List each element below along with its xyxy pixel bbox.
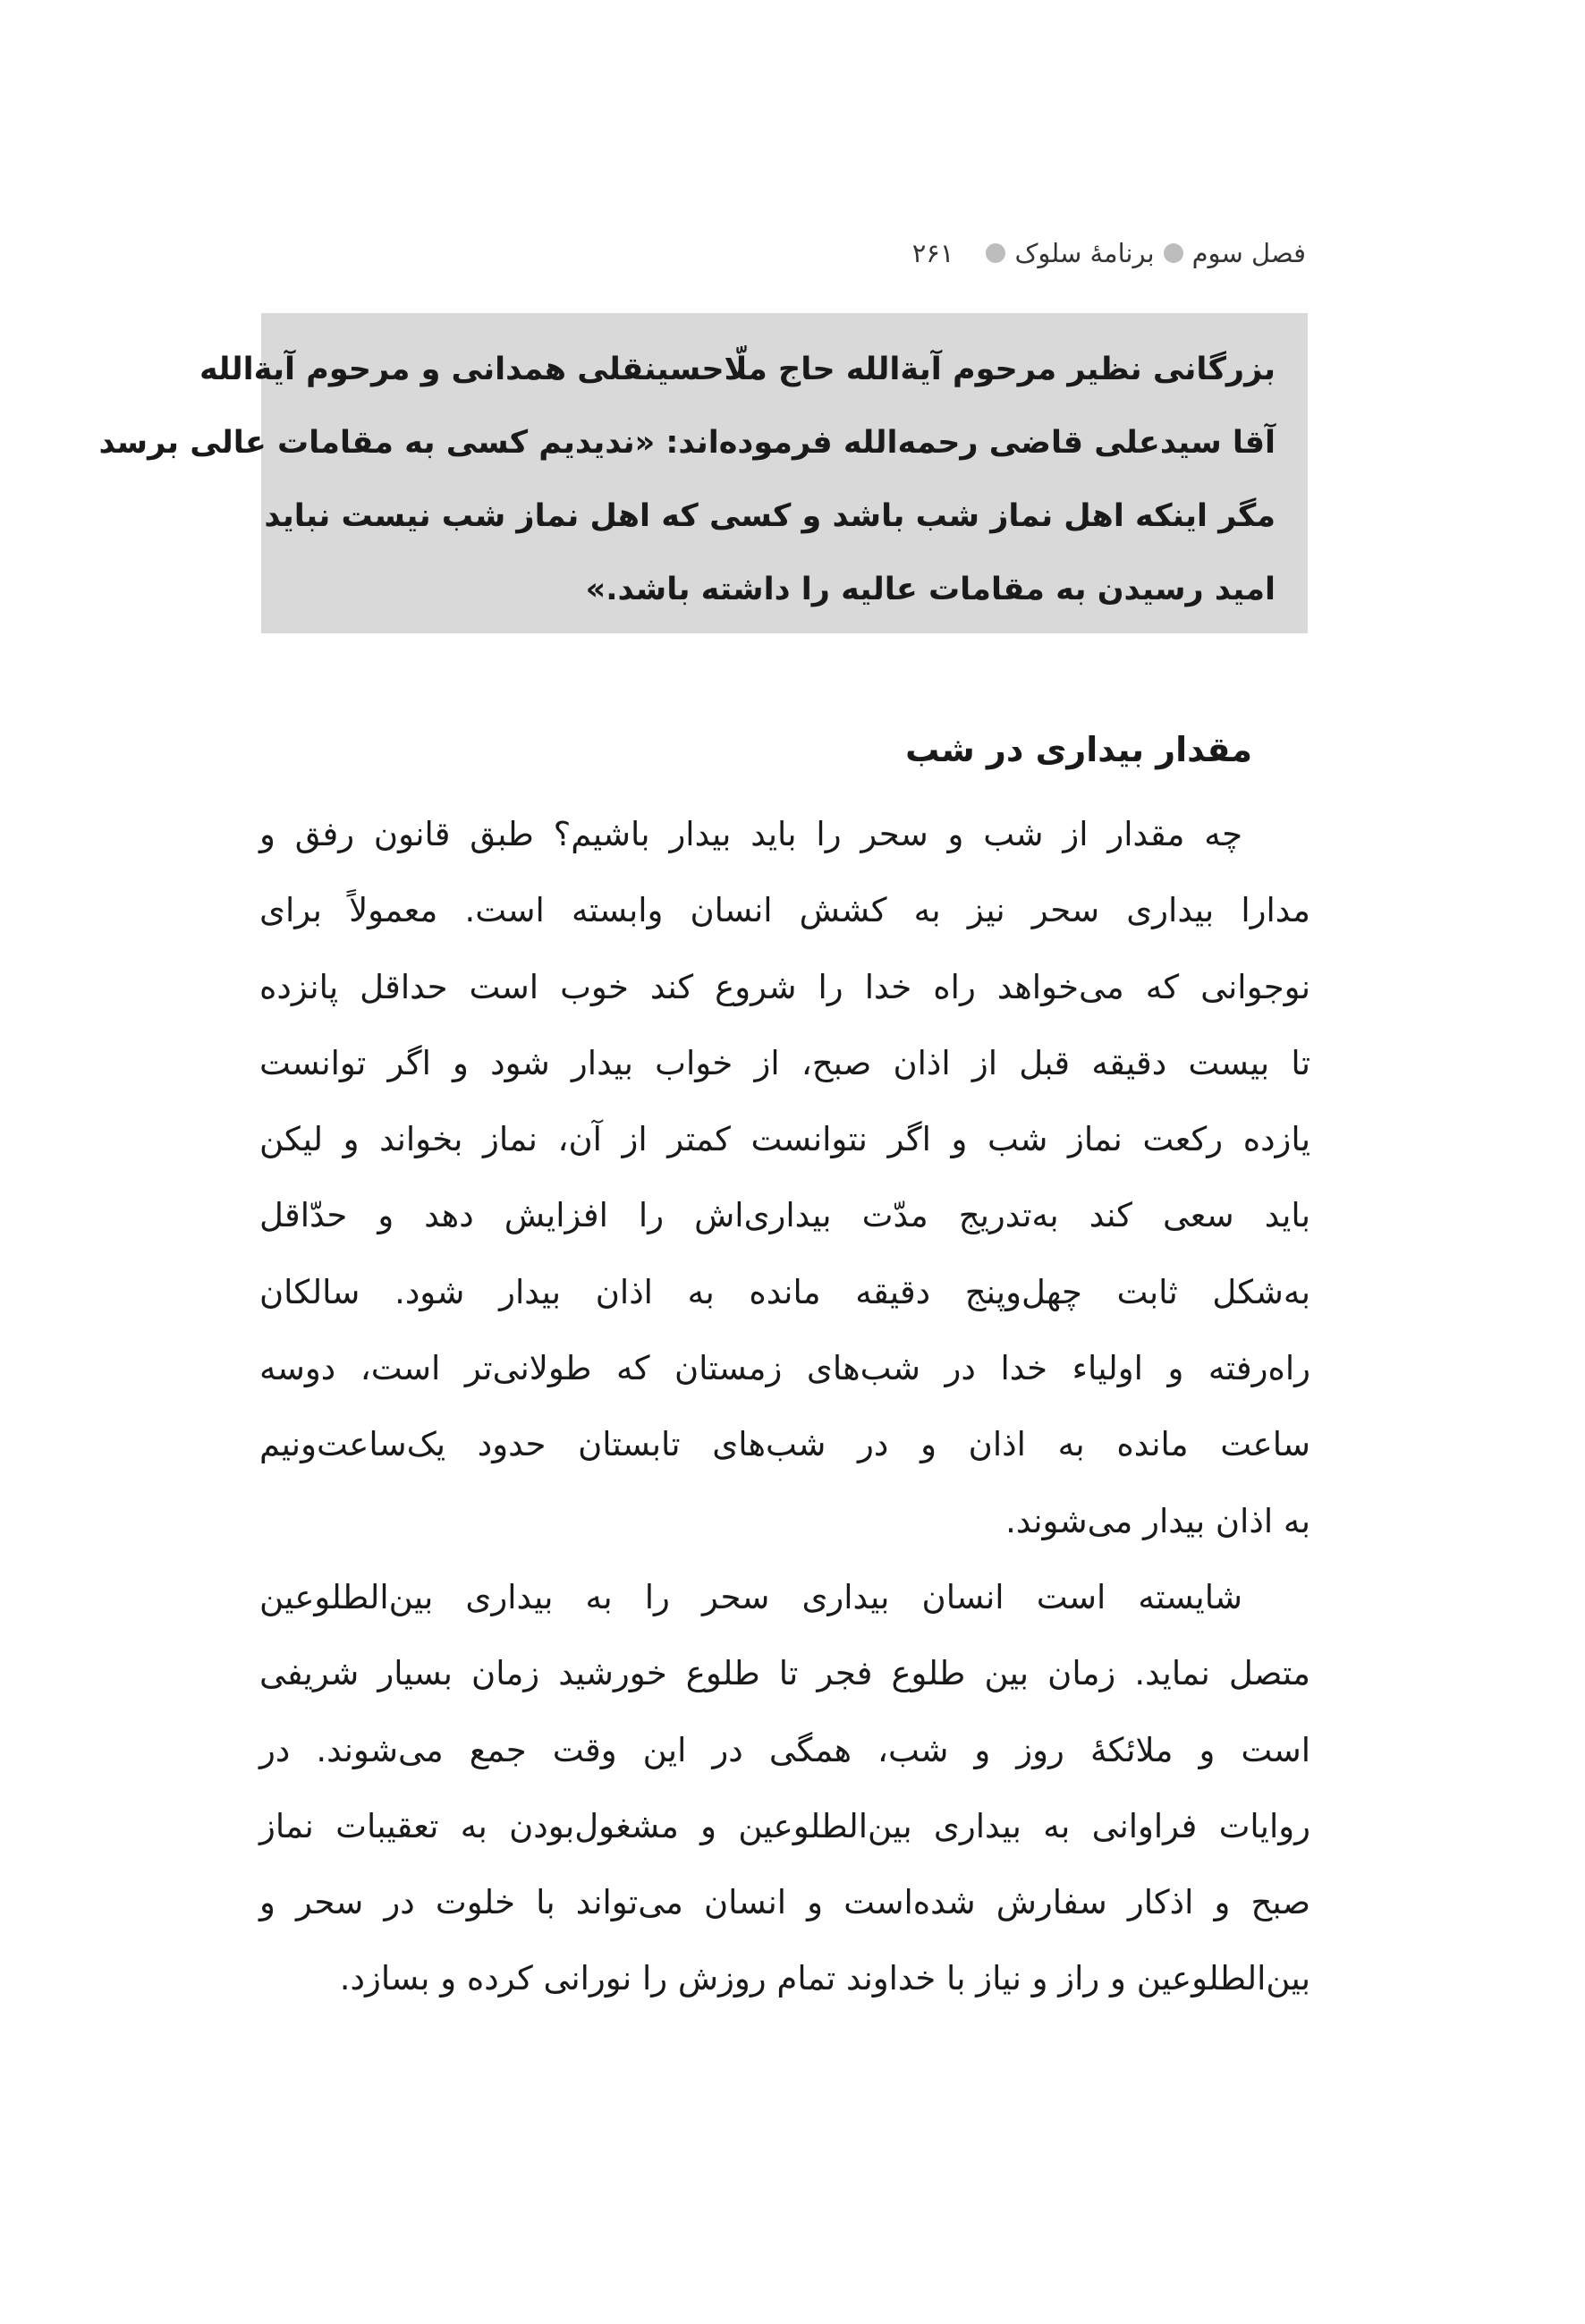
paragraph-line: به اذان بیدار می‌شوند. (1005, 1501, 1310, 1540)
paragraph-line: نوجوانی که می‌خواهد راه خدا را شروع کند خوب است حداقل پانزده (259, 967, 1310, 1006)
paragraph-line: یازده رکعت نماز شب و اگر نتوانست کمتر از آن، نماز بخواند و لیکن (259, 1120, 1310, 1159)
paragraph-line: راه‌رفته و اولیاء خدا در شب‌های زمستان که طولانی‌تر است، دوسه (259, 1349, 1310, 1388)
paragraph-line: به‌شکل ثابت چهل‌وپنج دقیقه مانده به اذان بیدار شود. سالکان (259, 1272, 1310, 1311)
paragraph-line: بین‌الطلوعین و راز و نیاز با خداوند تمام روزش را نورانی کرده و بسازد. (339, 1959, 1310, 1998)
paragraph-line: مدارا بیداری سحر نیز به کشش انسان وابسته است. معمولاً برای (259, 891, 1310, 930)
quote-line: آقا سیدعلی قاضی رحمه‌الله فرموده‌اند: «ندیدیم کسی به مقامات عالی برسد (98, 425, 1276, 461)
quote-box (98, 313, 1308, 633)
separator-dot-icon (986, 243, 1005, 263)
quote-line: مگر اینکه اهل نماز شب باشد و کسی که اهل نماز شب نیست نباید (264, 498, 1276, 534)
paragraph-line: باید سعی کند به‌تدریج مدّت بیداری‌اش را افزایش دهد و حدّاقل (259, 1196, 1310, 1235)
paragraph-line: متصل نماید. زمان بین طلوع فجر تا طلوع خورشید زمان بسیار شریفی (259, 1654, 1310, 1693)
page-number: ۲۶۱ (911, 238, 954, 268)
paragraph-line: تا بیست دقیقه قبل از اذان صبح، از خواب بیدار شود و اگر توانست (259, 1043, 1310, 1082)
separator-dot-icon (1164, 243, 1183, 263)
running-header (268, 231, 1306, 276)
chapter-label: فصل سوم (1191, 238, 1306, 268)
quote-line: بزرگانی نظیر مرحوم آیةالله حاج ملّاحسینقلی همدانی و مرحوم آیةالله (199, 352, 1276, 387)
paragraph-line: چه مقدار از شب و سحر را باید بیدار باشیم؟ طبق قانون رفق و (259, 815, 1242, 853)
paragraph-line: صبح و اذکار سفارش شده‌است و انسان می‌تواند با خلوت در سحر و (259, 1883, 1310, 1922)
paragraph-line: شایسته است انسان بیداری سحر را به بیداری بین‌الطلوعین (259, 1577, 1242, 1616)
paragraph-line: روایات فراوانی به بیداری بین‌الطلوعین و مشغول‌بودن به تعقیبات نماز (259, 1806, 1310, 1845)
paragraph-line: است و ملائکهٔ روز و شب، همگی در این وقت جمع می‌شوند. در (259, 1730, 1310, 1769)
section-heading: مقدار بیداری در شب (905, 730, 1252, 769)
quote-line: امید رسیدن به مقامات عالیه را داشته باشد.» (585, 572, 1276, 607)
body-text (259, 796, 1310, 2017)
paragraph-line: ساعت مانده به اذان و در شب‌های تابستان حدود یک‌ساعت‌ونیم (259, 1425, 1310, 1464)
section-label: برنامهٔ سلوک (1014, 238, 1155, 268)
